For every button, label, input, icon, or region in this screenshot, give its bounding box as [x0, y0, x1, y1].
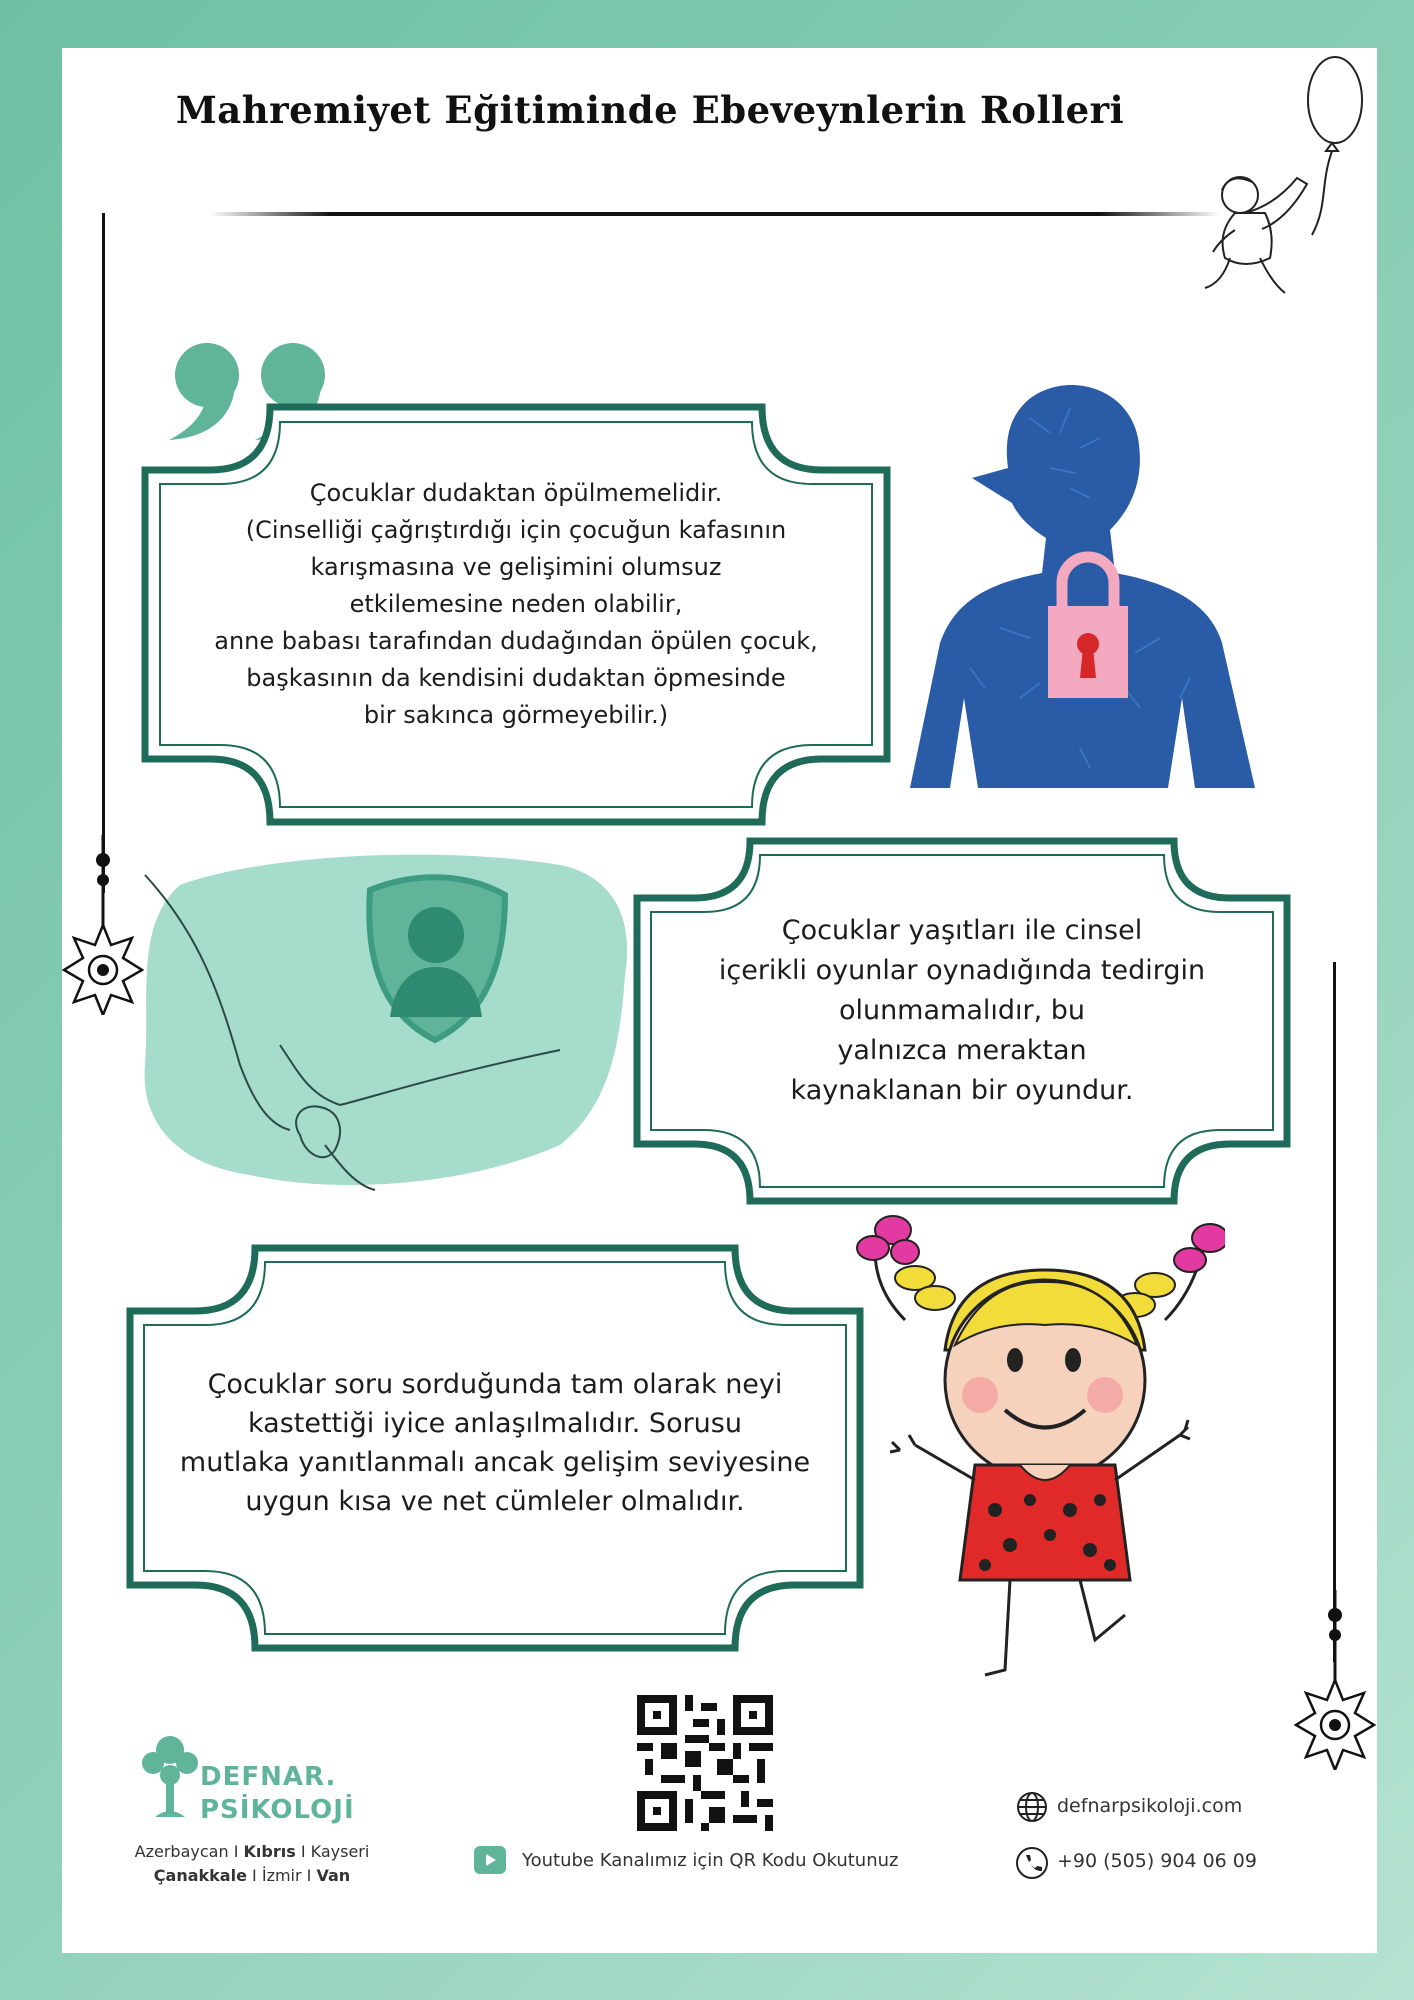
- star-ornament-icon: [62, 835, 144, 1015]
- info-card-1: [140, 402, 892, 827]
- globe-icon: [1015, 1790, 1049, 1824]
- title-divider: [210, 212, 1220, 216]
- card-text: Çocuklar dudaktan öpülmemelidir. (Cinselliği çağrıştırdığı için çocuğun kafasının karışmasına ve gelişimini olumsuz etkilemesine neden olabilir, anne babası tarafından dudağından öpülen çocuk, başkasının da kendisini dudaktan öpmesinde bir sakınca görmeyebilir.): [214, 479, 818, 729]
- locations-row-1: Azerbaycan I Kıbrıs I Kayseri: [134, 1842, 370, 1861]
- child-lock-illustration: [910, 378, 1255, 793]
- girl-illustration: [845, 1210, 1225, 1690]
- location-kibris: Kıbrıs: [243, 1842, 296, 1861]
- card-text: Çocuklar yaşıtları ile cinsel içerikli oyunlar oynadığında tedirgin olunmamalıdır, bu yalnızca meraktan kaynaklanan bir oyundur.: [718, 915, 1206, 1106]
- hanging-line-right: [1333, 962, 1336, 1662]
- info-card-2: [632, 836, 1292, 1206]
- hanging-line-left: [102, 213, 105, 893]
- balloon-boy-illustration: [1200, 45, 1380, 345]
- youtube-icon: [474, 1846, 506, 1874]
- card-text: Çocuklar soru sorduğunda tam olarak neyi kastettiği iyice anlaşılmalıdır. Sorusu mutlaka yanıtlanmalı ancak gelişim seviyesine uygun kısa ve net cümleler olmalıdır.: [179, 1369, 811, 1517]
- locations-row-2: Çanakkale I İzmir I Van: [153, 1866, 351, 1885]
- star-ornament-icon: [1294, 1590, 1376, 1770]
- phone-icon: [1015, 1846, 1049, 1880]
- website-link[interactable]: defnarpsikoloji.com: [1057, 1795, 1243, 1817]
- location-azerbaycan: Azerbaycan: [134, 1842, 229, 1861]
- location-kayseri: Kayseri: [310, 1842, 370, 1861]
- page-title: Mahremiyet Eğitiminde Ebeveynlerin Rolleri: [175, 88, 1125, 132]
- location-van: Van: [316, 1866, 351, 1885]
- qr-code[interactable]: [637, 1695, 773, 1831]
- logo-text-line1: DEFNAR.: [200, 1762, 337, 1792]
- phone-number[interactable]: +90 (505) 904 06 09: [1057, 1850, 1257, 1872]
- protective-hands-illustration: [140, 845, 635, 1205]
- tree-logo-icon: [135, 1725, 205, 1825]
- youtube-qr-caption: Youtube Kanalımız için QR Kodu Okutunuz: [522, 1850, 899, 1871]
- info-card-3: [125, 1243, 865, 1653]
- location-izmir: İzmir: [261, 1866, 302, 1885]
- logo-text-line2: PSİKOLOJİ: [200, 1795, 355, 1825]
- location-canakkale: Çanakkale: [153, 1866, 247, 1885]
